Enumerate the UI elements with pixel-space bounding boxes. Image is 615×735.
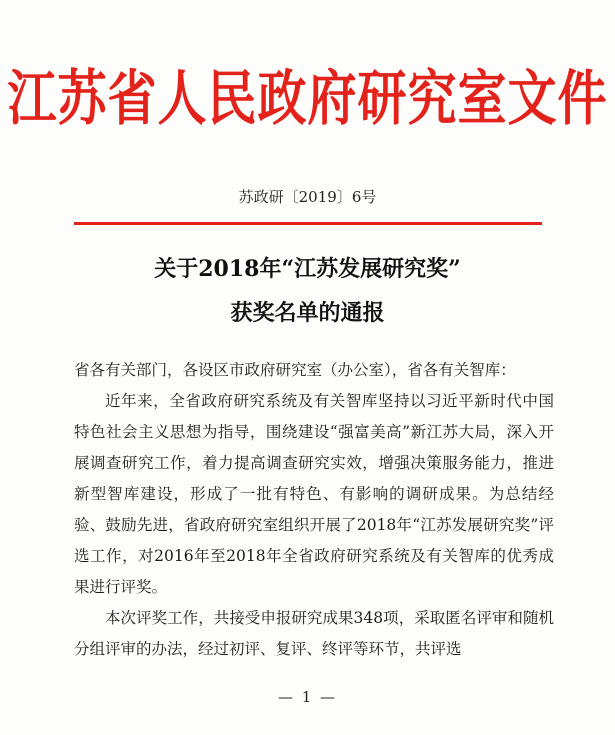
document-title-line-1: 关于2018年“江苏发展研究奖” <box>154 256 461 282</box>
page-number: — 1 — <box>277 688 338 706</box>
salutation: 省各有关部门，各设区市政府研究室（办公室），省各有关智库： <box>74 361 516 379</box>
document-masthead: 江苏省人民政府研究室文件 <box>7 62 608 134</box>
red-divider-rule <box>74 222 542 225</box>
body-paragraph-1: 近年来，全省政府研究系统及有关智库坚持以习近平新时代中国特色社会主义思想为指导，围绕建设“强富美高”新江苏大局，深入开展调查研究工作，着力提高调查研究实效，增强决策服务能力，推进新型智库建设，形成了一批有特色、有影响的调研成果。为总结经验、鼓励先进，省政府研究室组织开展了2018年“江苏发展研究奖”评选工作，对2016年至2018年全省政府研究系统及有关智库的优秀成果进行评奖。 <box>74 392 554 596</box>
document-body <box>74 355 554 665</box>
document-number: 苏政研〔2019〕6号 <box>238 188 377 206</box>
body-paragraph-2: 本次评奖工作，共接受申报研究成果348项，采取匿名评审和随机分组评审的办法，经过初评、复评、终评等环节，共评选 <box>74 609 554 658</box>
document-title-line-2: 获奖名单的通报 <box>230 300 385 326</box>
